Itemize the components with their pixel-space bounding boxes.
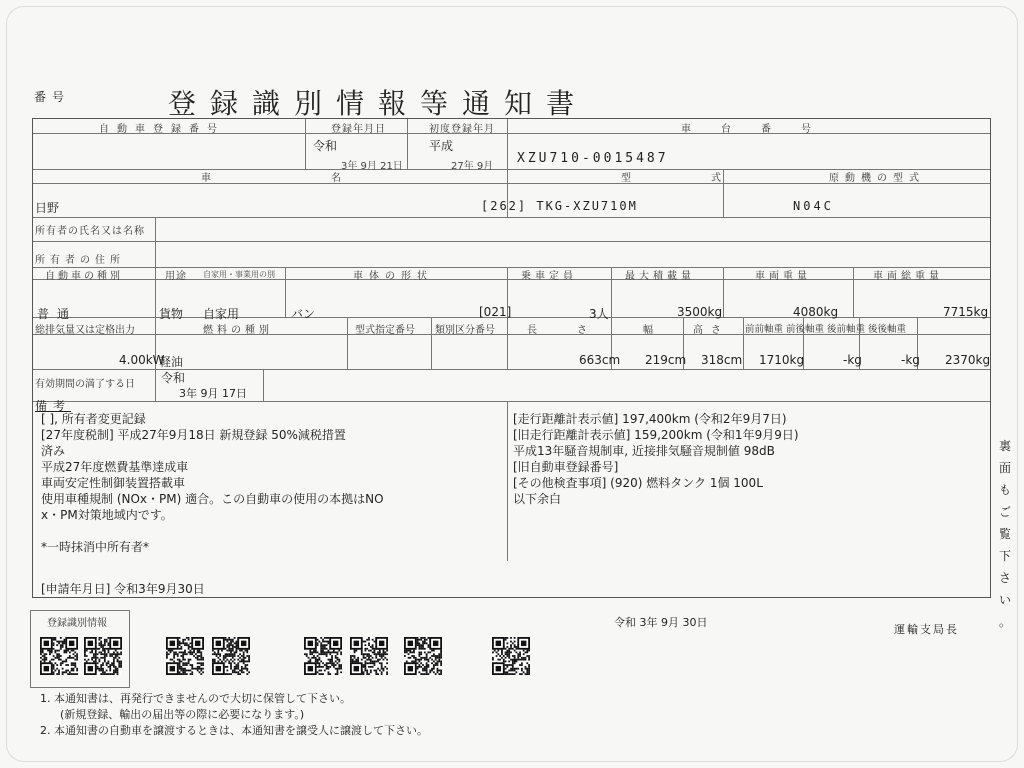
reg-era: 令和	[313, 139, 338, 153]
first-reg-era: 平成	[429, 139, 454, 153]
first-reg-date: 27年 9月	[451, 161, 494, 172]
reg-date-label: 登録年月日	[331, 124, 386, 135]
qr-code-icon	[492, 637, 530, 675]
height-label: 高さ	[693, 325, 729, 336]
chassis-number: XZU710-0015487	[517, 151, 669, 166]
issuer: 運輸支局長	[894, 623, 959, 636]
expiry-date: 3年 9月 17日	[179, 387, 247, 400]
remark-line: 使用車種規制 (NOx・PM) 適合。この自動車の使用の本拠はNO	[41, 492, 384, 506]
use-sub-label: 自家用・事業用の別	[203, 270, 275, 279]
qr-code-icon	[84, 637, 122, 675]
engine-label: 原動機の型式	[829, 173, 925, 184]
side-note-char: 覧	[998, 527, 1011, 541]
vehicle-body: バン	[291, 307, 316, 321]
note-1b: (新規登録、輸出の届出等の際に必要になります。)	[60, 708, 305, 721]
vehicle-model: [262] TKG-XZU710M	[481, 199, 638, 213]
side-note-char: 裏	[998, 439, 1011, 453]
body-label: 車体の形状	[353, 271, 433, 282]
reg-date: 3年 9月 21日	[341, 161, 403, 172]
axle-fr-value: -kg	[843, 353, 862, 367]
axle-label: 前前軸重 前後軸重 後前軸重 後後軸重	[745, 324, 907, 335]
side-note-char: 面	[998, 461, 1011, 475]
side-note	[996, 435, 1014, 633]
remark-line: 平成13年騒音規制車, 近接排気騒音規制値 98dB	[513, 444, 775, 458]
vehicle-name: 日野	[35, 201, 60, 215]
capacity-value: 3人	[589, 307, 609, 321]
remark-line: [その他検査事項] (920) 燃料タンク 1個 100L	[513, 476, 763, 490]
remark-line: [27年度税制] 平成27年9月18日 新規登録 50%減税措置	[41, 428, 346, 442]
vehicle-kind: 普通	[37, 307, 78, 321]
remark-line: *一時抹消中所有者*	[41, 540, 150, 554]
application-date: [申請年月日] 令和3年9月30日	[41, 582, 205, 596]
max-load-value: 3500kg	[677, 305, 723, 319]
vehicle-weight-value: 4080kg	[793, 305, 839, 319]
vehicle-use-sub: 自家用	[203, 307, 240, 321]
qr-code-icon	[212, 637, 250, 675]
length-value: 663cm	[579, 353, 621, 367]
vehicle-kind-label: 自動車の種別	[45, 271, 123, 282]
owner-name-label: 所有者の氏名又は名称	[35, 226, 145, 237]
engine-model: N04C	[793, 199, 834, 213]
displacement-value: 4.00kW	[119, 353, 165, 367]
axle-rr-value: 2370kg	[945, 353, 991, 367]
body-code: [021]	[479, 305, 512, 319]
remark-line: 平成27年度燃費基準達成車	[41, 460, 189, 474]
length-label: 長さ	[527, 325, 627, 336]
side-note-char: ご	[998, 505, 1011, 519]
document-title: 登録識別情報等通知書	[168, 87, 589, 120]
width-value: 219cm	[645, 353, 687, 367]
side-note-char: 下	[998, 549, 1011, 563]
side-note-char: も	[998, 483, 1011, 497]
qr-code-icon	[304, 637, 342, 675]
side-note-char: 。	[998, 615, 1011, 629]
remark-line: [旧走行距離計表示値] 159,200km (令和1年9月9日)	[513, 428, 799, 442]
side-note-char: さ	[998, 571, 1011, 585]
reg-number-label: 自動車登録番号	[99, 124, 225, 135]
qr-box-label: 登録識別情報	[47, 618, 107, 629]
qr-code-icon	[166, 637, 204, 675]
capacity-label: 乗車定員	[521, 271, 577, 282]
remarks-label: 備考	[35, 399, 72, 413]
use-label: 用途	[165, 271, 187, 282]
remarks-right	[513, 411, 799, 507]
category-label: 類別区分番号	[435, 325, 495, 336]
axle-ff-value: 1710kg	[759, 353, 805, 367]
height-value: 318cm	[701, 353, 743, 367]
vehicle-name-label: 車名	[201, 173, 461, 184]
remark-line: [ ], 所有者変更記録	[41, 412, 146, 426]
qr-code-icon	[404, 637, 442, 675]
displacement-label: 総排気量又は定格出力	[35, 325, 135, 336]
side-note-char: い	[998, 593, 1011, 607]
remark-line: 以下余白	[513, 492, 562, 506]
qr-code-icon	[40, 637, 78, 675]
fuel-value: 軽油	[159, 355, 184, 369]
type-spec-label: 型式指定番号	[355, 325, 415, 336]
remark-line: [走行距離計表示値] 197,400km (令和2年9月7日)	[513, 412, 787, 426]
vehicle-weight-label: 車両重量	[755, 271, 811, 282]
chassis-label: 車台番号	[681, 124, 841, 135]
expiry-era: 令和	[161, 371, 186, 385]
vehicle-use: 貨物	[159, 307, 184, 321]
registration-form	[32, 118, 991, 598]
owner-address-label: 所有者の住所	[35, 255, 125, 266]
gross-weight-value: 7715kg	[943, 305, 989, 319]
remark-line: 車両安定性制御装置搭載車	[41, 476, 186, 490]
note-1: 1. 本通知書は、再発行できませんので大切に保管して下さい。	[40, 692, 351, 705]
gross-weight-label: 車両総重量	[873, 271, 943, 282]
expiry-label: 有効期間の満了する日	[35, 379, 135, 390]
number-label: 番号	[34, 90, 71, 104]
remark-line: 済み	[41, 444, 66, 458]
remarks-left	[41, 411, 384, 555]
remark-line: x・PM対策地域内です。	[41, 508, 173, 522]
width-label: 幅	[643, 325, 654, 336]
axle-rf-value: -kg	[901, 353, 920, 367]
fuel-label: 燃料の種別	[203, 325, 273, 336]
note-2: 2. 本通知書の自動車を譲渡するときは、本通知書を譲受人に譲渡して下さい。	[40, 724, 428, 737]
remark-line: [旧自動車登録番号]	[513, 460, 619, 474]
max-load-label: 最大積載量	[625, 271, 695, 282]
qr-code-icon	[350, 637, 388, 675]
issue-date: 令和 3年 9月 30日	[614, 616, 708, 629]
model-label: 型式	[621, 173, 801, 184]
first-reg-label: 初度登録年月	[429, 124, 495, 135]
